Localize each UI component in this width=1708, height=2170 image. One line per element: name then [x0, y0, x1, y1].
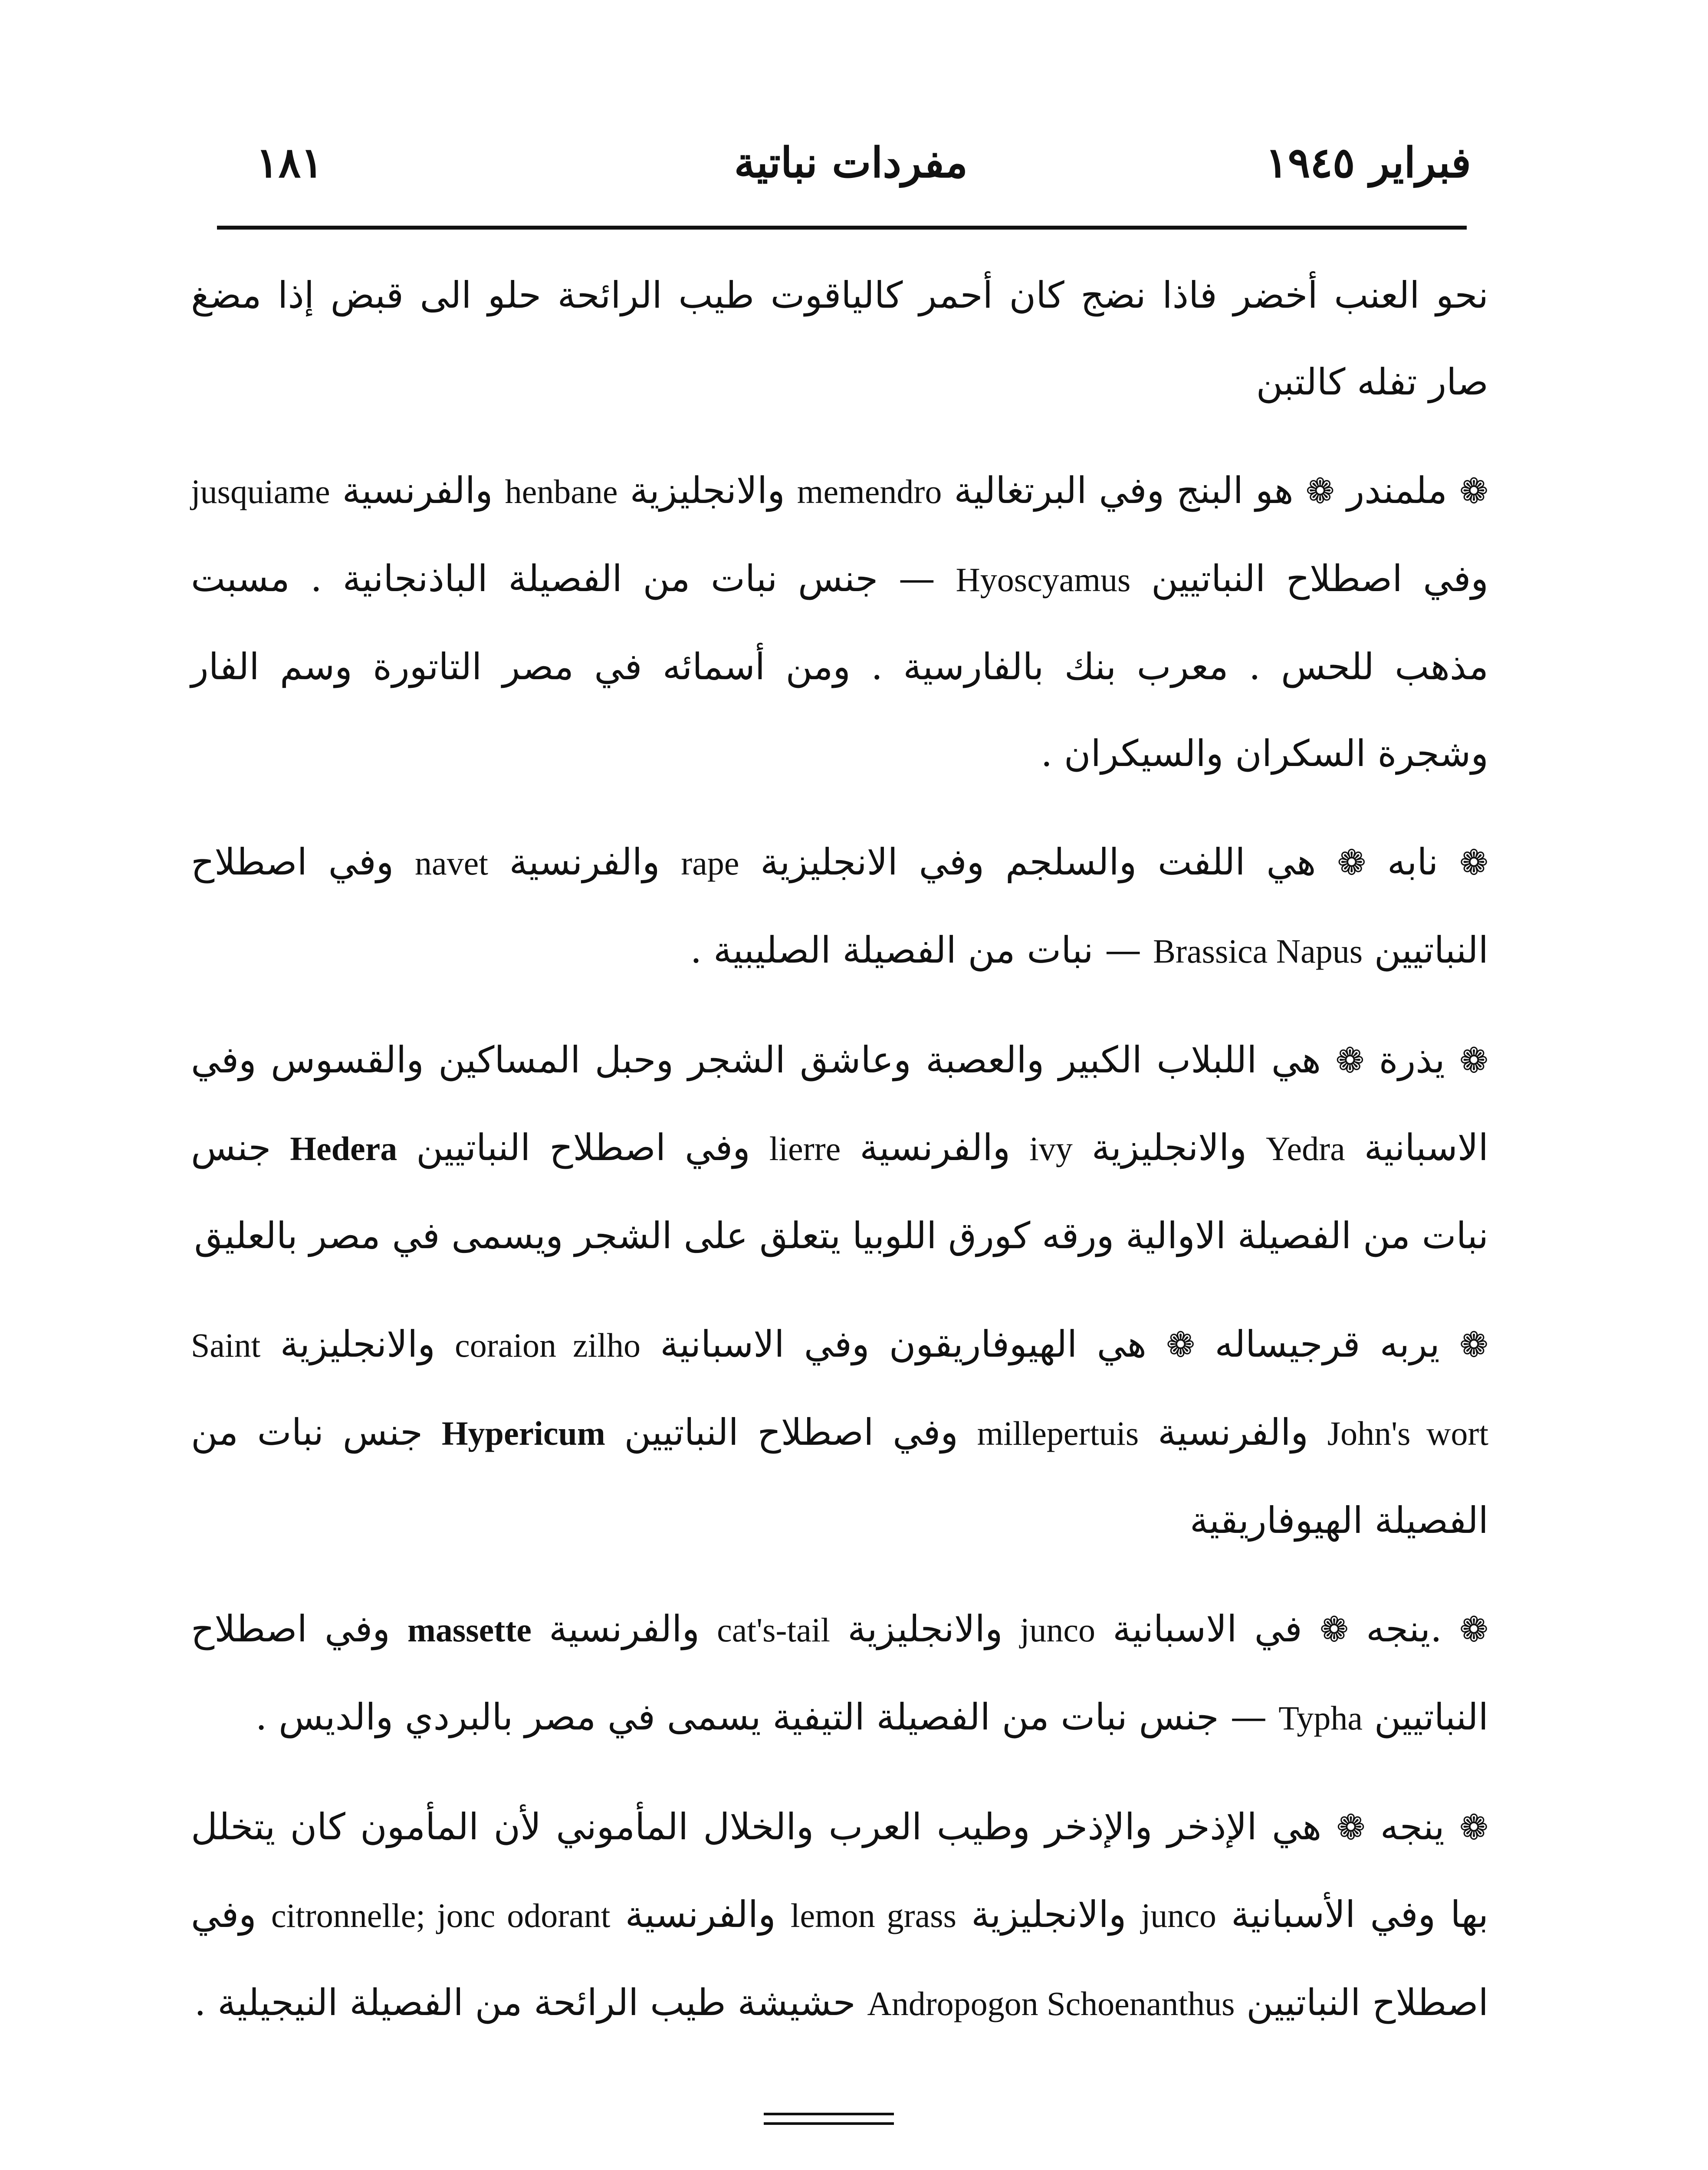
entry-text: وفي اصطلاح النباتيين	[1130, 557, 1488, 600]
entry-text: والفرنسية	[610, 1893, 791, 1936]
entry-text: هي اللبلاب الكبير والعصبة وعاشق الشجر وحبل المساكين والقسوس وفي الاسبانية	[191, 1039, 1488, 1169]
entry-headword: يذرة	[1364, 1039, 1459, 1081]
ornament-icon: ❁	[1459, 471, 1488, 511]
entry-text: والانجليزية	[618, 469, 797, 512]
entry-text: وفي اصطلاح النباتيين	[397, 1126, 769, 1169]
ornament-icon: ❁	[1335, 1040, 1365, 1081]
latin-term: massette	[407, 1611, 532, 1649]
latin-term: ivy	[1029, 1130, 1073, 1167]
entry-text: وفي اصطلاح النباتيين	[191, 1608, 1488, 1738]
ornament-icon: ❁	[1459, 842, 1488, 883]
ornament-icon: ❁	[1336, 1807, 1366, 1848]
entry-text: والانجليزية	[956, 1893, 1141, 1936]
latin-term: junco	[1141, 1897, 1216, 1934]
latin-term: millepertuis	[977, 1414, 1139, 1452]
paragraph-text: نحو العنب أخضر فاذا نضج كان أحمر كالياقوت طيب الرائحة حلو الى قبض إذا مضغ صار تفله كالتبن	[191, 274, 1488, 403]
ornament-icon: ❁	[1459, 1040, 1488, 1081]
entry-malmandar	[191, 447, 1488, 797]
entry-text: هي الهيوفاريقون وفي الاسبانية	[640, 1323, 1166, 1365]
entry-text: والانجليزية	[1072, 1126, 1266, 1169]
entry-text: حشيشة طيب الرائحة من الفصيلة النيجيلية .	[194, 1981, 867, 2024]
latin-term: Saint John's wort	[191, 1326, 1488, 1452]
entry-yanjah-andropogon	[191, 1783, 1488, 2047]
latin-term: Yedra	[1266, 1130, 1345, 1167]
latin-term: coraion zilho	[455, 1326, 640, 1364]
end-rule	[764, 2122, 894, 2125]
entry-yadhra	[191, 1016, 1488, 1279]
ornament-icon: ❁	[1305, 471, 1335, 511]
entry-nabah	[191, 819, 1488, 995]
latin-term: citronnelle; jonc odorant	[271, 1897, 611, 1934]
ornament-icon: ❁	[1166, 1325, 1196, 1365]
entry-text: هو البنج وفي البرتغالية	[942, 469, 1306, 512]
entry-headword: .ينجه	[1348, 1608, 1459, 1650]
latin-term: memendro	[797, 473, 942, 510]
end-rule	[764, 2113, 894, 2115]
entry-headword: يربه قرجيساله	[1195, 1323, 1459, 1365]
latin-term: Andropogon Schoenanthus	[867, 1985, 1235, 2022]
entry-text: والفرنسية	[1139, 1411, 1327, 1453]
latin-term: lierre	[769, 1130, 841, 1167]
latin-term: Brassica Napus	[1153, 932, 1363, 970]
latin-term: Hyoscyamus	[956, 561, 1131, 598]
entry-text: هي الإذخر والإذخر وطيب العرب والخلال المأموني لأن المأمون كان يتخلل بها وفي الأسبانية	[191, 1805, 1489, 1936]
entry-text: هي اللفت والسلجم وفي الانجليزية	[739, 841, 1337, 883]
ornament-icon: ❁	[1337, 842, 1366, 883]
latin-term: junco	[1020, 1611, 1096, 1649]
entry-text: والفرنسية	[488, 841, 681, 883]
entry-text: وفي اصطلاح النباتيين	[191, 1893, 1488, 2024]
entry-headword: ينجه	[1365, 1805, 1459, 1848]
entry-text: والفرنسية	[841, 1126, 1030, 1169]
latin-term: jusquiame	[191, 473, 330, 510]
entry-text: جنس نبات من الفصيلة الاوالية ورقه كورق اللوبيا يتعلق على الشجر ويسمى في مصر بالعليق	[191, 1126, 1488, 1257]
entry-text: وفي اصطلاح النباتيين	[191, 841, 1488, 971]
entry-text: والفرنسية	[531, 1608, 717, 1650]
header-title: مفردات نباتية	[734, 138, 968, 187]
entry-text: جنس نبات من الفصيلة الهيوفاريقية	[191, 1411, 1488, 1542]
latin-term: cat's-tail	[717, 1611, 831, 1649]
page-number: ١٨١	[256, 138, 323, 187]
page-body	[191, 252, 1488, 2069]
entry-text: في الاسبانية	[1095, 1608, 1320, 1650]
ornament-icon: ❁	[1459, 1325, 1488, 1365]
entry-text: وفي اصطلاح النباتيين	[605, 1411, 977, 1453]
entry-text: والانجليزية	[260, 1323, 455, 1365]
ornament-icon: ❁	[1459, 1807, 1488, 1848]
entry-text: — جنس نبات من الفصيلة التيفية يسمى في مصر بالبردي والديس .	[255, 1696, 1279, 1738]
entry-yanjah-typha	[191, 1585, 1488, 1762]
latin-term: navet	[414, 844, 488, 882]
latin-term: Hypericum	[441, 1414, 605, 1452]
latin-term: henbane	[505, 473, 618, 510]
ornament-icon: ❁	[1459, 1609, 1488, 1650]
header-rule	[217, 226, 1467, 230]
entry-text: والفرنسية	[330, 469, 505, 512]
latin-term: lemon grass	[790, 1897, 956, 1934]
latin-term: rape	[681, 844, 739, 882]
entry-text: — جنس نبات من الفصيلة الباذنجانية . مسبت مذهب للحس . معرب بنك بالفارسية . ومن أسمائه في مصر التاتورة وسم الفار وشجرة السكران والسيكران .	[191, 557, 1488, 775]
ornament-icon: ❁	[1319, 1609, 1349, 1650]
latin-term: Hedera	[290, 1130, 397, 1167]
entry-headword: ملمندر	[1334, 469, 1459, 512]
header-date: فبراير ١٩٤٥	[1265, 138, 1471, 187]
latin-term: Typha	[1278, 1699, 1363, 1737]
entry-text: — نبات من الفصيلة الصليبية .	[690, 929, 1153, 971]
paragraph-continuation	[191, 252, 1488, 425]
running-header	[204, 130, 1471, 195]
entry-yarbah	[191, 1301, 1488, 1564]
entry-headword: نابه	[1366, 841, 1459, 883]
entry-text: والانجليزية	[830, 1608, 1020, 1650]
